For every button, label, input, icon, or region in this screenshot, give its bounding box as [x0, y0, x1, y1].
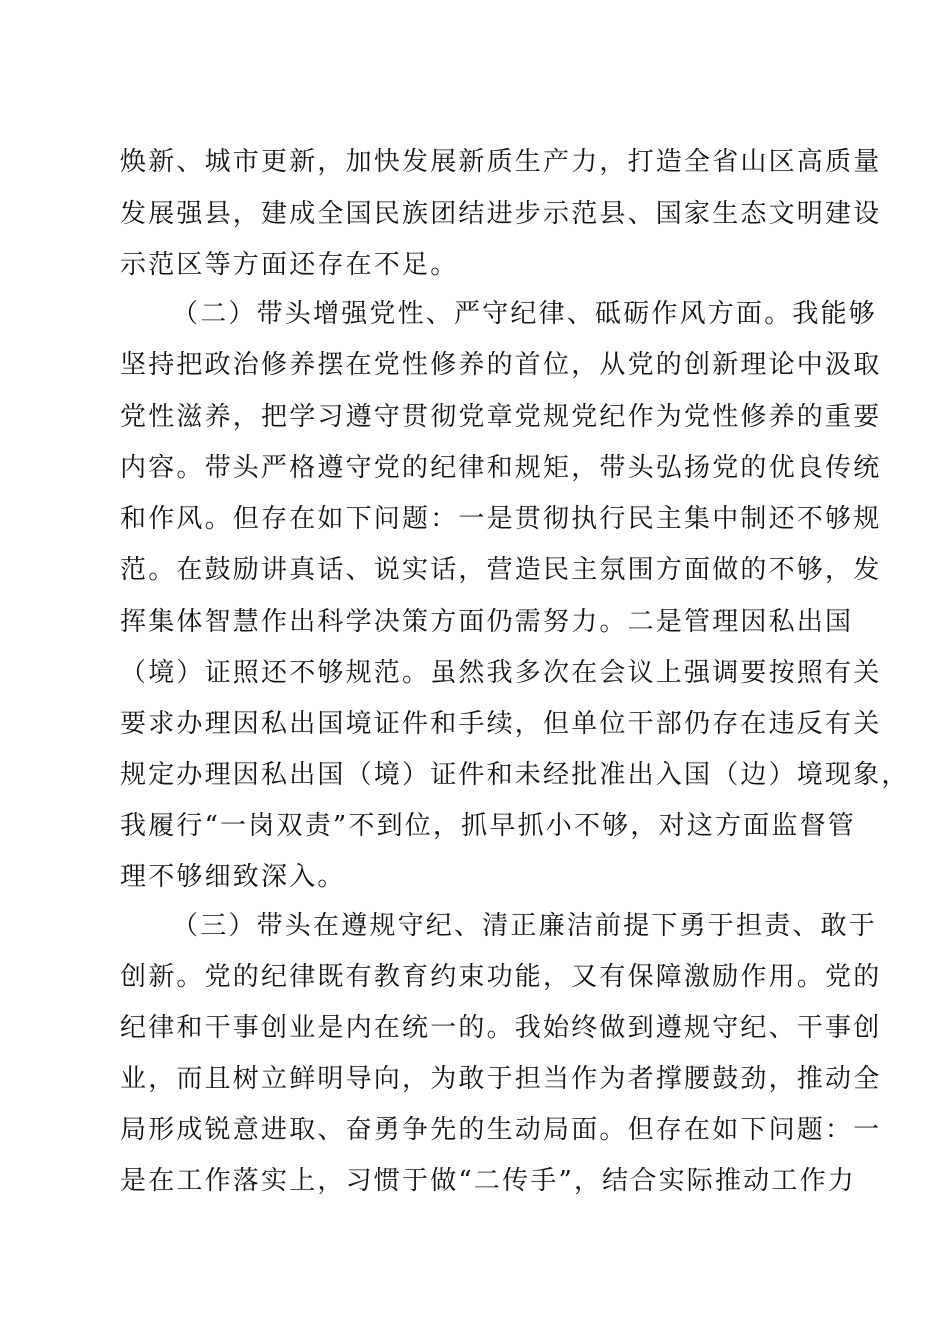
text-line-20: 局形成锐意进取、奋勇争先的生动局面。但存在如下问题：一 — [120, 1115, 882, 1145]
text-line-15: 理不够细致深入。 — [120, 862, 346, 892]
text-line-12: 要求办理因私出国境证件和手续，但单位干部仍存在违反有关 — [120, 709, 882, 739]
text-line-17: 创新。党的纪律既有教育约束功能，又有保障激励作用。党的 — [120, 962, 882, 992]
text-line-18: 纪律和干事创业是内在统一的。我始终做到遵规守纪、干事创 — [120, 1013, 882, 1043]
text-line-2: 发展强县，建成全国民族团结进步示范县、国家生态文明建设 — [120, 199, 882, 229]
text-line-1: 焕新、城市更新，加快发展新质生产力，打造全省山区高质量 — [120, 147, 882, 177]
text-line-11: （境）证照还不够规范。虽然我多次在会议上强调要按照有关 — [120, 658, 882, 688]
text-line-7: 内容。带头严格遵守党的纪律和规矩，带头弘扬党的优良传统 — [120, 453, 882, 483]
text-line-14: 我履行“一岗双责”不到位，抓早抓小不够，对这方面监督管 — [120, 811, 856, 841]
text-line-19: 业，而且树立鲜明导向，为敢于担当作为者撑腰鼓劲，推动全 — [120, 1064, 882, 1094]
text-line-6: 党性滋养，把学习遵守贯彻党章党规党纪作为党性修养的重要 — [120, 402, 882, 432]
text-line-21: 是在工作落实上，习惯于做“二传手”，结合实际推动工作力 — [120, 1166, 856, 1196]
text-line-5: 坚持把政治修养摆在党性修养的首位，从党的创新理论中汲取 — [120, 350, 882, 380]
text-line-3: 示范区等方面还存在不足。 — [120, 250, 459, 280]
text-line-9: 范。在鼓励讲真话、说实话，营造民主氛围方面做的不够，发 — [120, 555, 882, 585]
text-line-13: 规定办理因私出国（境）证件和未经批准出入国（边）境现象， — [120, 760, 910, 790]
section-3-heading-line: （三）带头在遵规守纪、清正廉洁前提下勇于担责、敢于 — [172, 911, 878, 941]
text-line-10: 挥集体智慧作出科学决策方面仍需努力。二是管理因私出国 — [120, 607, 854, 637]
text-line-8: 和作风。但存在如下问题：一是贯彻执行民主集中制还不够规 — [120, 504, 882, 534]
section-2-heading-line: （二）带头增强党性、严守纪律、砥砺作风方面。我能够 — [172, 299, 878, 329]
